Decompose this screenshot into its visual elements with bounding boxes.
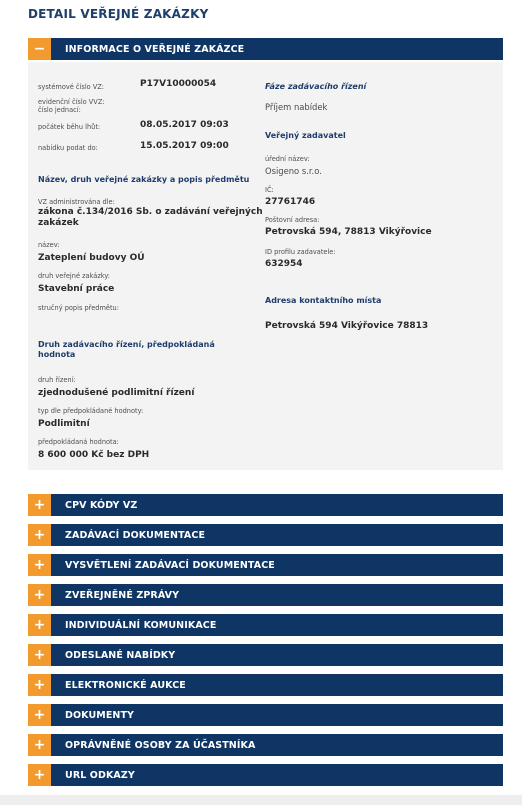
section-title: ELEKTRONICKÉ AUKCE (65, 679, 186, 691)
system-number-label: systémové číslo VZ: (38, 83, 105, 91)
profile-id-label: ID profilu zadavatele: (265, 248, 336, 256)
section-header-docs-clarification[interactable] (28, 554, 503, 576)
expand-icon[interactable]: + (28, 614, 51, 636)
ic-value: 27761746 (265, 197, 316, 207)
info-panel (28, 62, 503, 470)
address-value: Petrovská 594, 78813 Vikýřovice (265, 227, 432, 237)
section-title: INDIVIDUÁLNÍ KOMUNIKACE (65, 619, 217, 631)
expand-icon[interactable]: + (28, 734, 51, 756)
admin-label: VZ administrována dle: (38, 198, 115, 206)
section-title: ODESLANÉ NABÍDKY (65, 649, 176, 661)
section-title: OPRÁVNĚNÉ OSOBY ZA ÚČASTNÍKA (65, 739, 256, 751)
official-name-value: Osigeno s.r.o. (265, 166, 322, 176)
expand-icon[interactable]: + (28, 494, 51, 516)
deadline-label: nabídku podat do: (38, 144, 98, 152)
expand-icon[interactable]: + (28, 704, 51, 726)
name-section-title: Název, druh veřejné zakázky a popis předmětu (38, 175, 250, 184)
contract-name-label: název: (38, 241, 60, 249)
reference-number-label: číslo jednací: (38, 106, 81, 114)
procedure-value: zjednodušené podlimitní řízení (38, 388, 195, 398)
profile-id-value: 632954 (265, 259, 303, 269)
contract-type-label: druh veřejné zakázky: (38, 272, 111, 280)
description-label: stručný popis předmětu: (38, 304, 119, 312)
section-title: ZADÁVACÍ DOKUMENTACE (65, 529, 206, 541)
evidence-number-label: evidenční číslo VVZ: (38, 98, 105, 106)
section-header-sent-offers[interactable] (28, 644, 503, 666)
address-label: Poštovní adresa: (265, 216, 320, 224)
ic-label: IČ: (265, 186, 274, 194)
admin-value-cont: zakázek (38, 218, 79, 228)
start-date-value: 08.05.2017 09:03 (140, 120, 229, 130)
section-title: CPV KÓDY VZ (65, 499, 138, 511)
deadline-value: 15.05.2017 09:00 (140, 141, 229, 151)
expand-icon[interactable]: + (28, 584, 51, 606)
section-title: URL ODKAZY (65, 769, 135, 781)
section-title: ZVEŘEJNĚNÉ ZPRÁVY (65, 589, 180, 601)
section-header-cpv[interactable] (28, 494, 503, 516)
value-type-value: Podlimitní (38, 419, 90, 429)
expand-icon[interactable]: + (28, 674, 51, 696)
collapse-icon[interactable]: − (28, 38, 51, 60)
contact-value: Petrovská 594 Vikýřovice 78813 (265, 321, 429, 331)
procedure-section-title-cont: hodnota (38, 350, 76, 359)
section-title: DOKUMENTY (65, 709, 135, 721)
official-name-label: úřední název: (265, 155, 310, 163)
contact-title: Adresa kontaktního místa (265, 296, 382, 305)
expected-value-label: předpokládaná hodnota: (38, 438, 119, 446)
section-header-authorized-persons[interactable] (28, 734, 503, 756)
procedure-label: druh řízení: (38, 376, 76, 384)
phase-title: Fáze zadávacího řízení (265, 82, 367, 91)
section-header-e-auctions[interactable] (28, 674, 503, 696)
section-header-url-links[interactable] (28, 764, 503, 786)
section-header-individual-communication[interactable] (28, 614, 503, 636)
contract-name-value: Zateplení budovy OÚ (38, 253, 145, 263)
footer-strip (0, 795, 522, 805)
section-title-info: INFORMACE O VEŘEJNÉ ZAKÁZCE (65, 43, 245, 55)
system-number-value: P17V10000054 (140, 79, 217, 89)
expand-icon[interactable]: + (28, 554, 51, 576)
section-header-published-reports[interactable] (28, 584, 503, 606)
authority-title: Veřejný zadavatel (265, 131, 346, 140)
expand-icon[interactable]: + (28, 644, 51, 666)
expected-value: 8 600 000 Kč bez DPH (38, 450, 150, 460)
admin-value: zákona č.134/2016 Sb. o zadávání veřejných (38, 207, 263, 217)
expand-icon[interactable]: + (28, 764, 51, 786)
page-title: DETAIL VEŘEJNÉ ZAKÁZKY (28, 7, 209, 21)
section-header-info[interactable] (28, 38, 503, 60)
contract-type-value: Stavební práce (38, 284, 115, 294)
value-type-label: typ dle předpokládané hodnoty: (38, 407, 144, 415)
section-header-tender-docs[interactable] (28, 524, 503, 546)
section-header-documents[interactable] (28, 704, 503, 726)
expand-icon[interactable]: + (28, 524, 51, 546)
procedure-section-title: Druh zadávacího řízení, předpokládaná (38, 340, 215, 349)
start-date-label: počátek běhu lhůt: (38, 123, 101, 131)
section-title: VYSVĚTLENÍ ZADÁVACÍ DOKUMENTACE (65, 559, 275, 571)
phase-value: Příjem nabídek (265, 102, 328, 112)
